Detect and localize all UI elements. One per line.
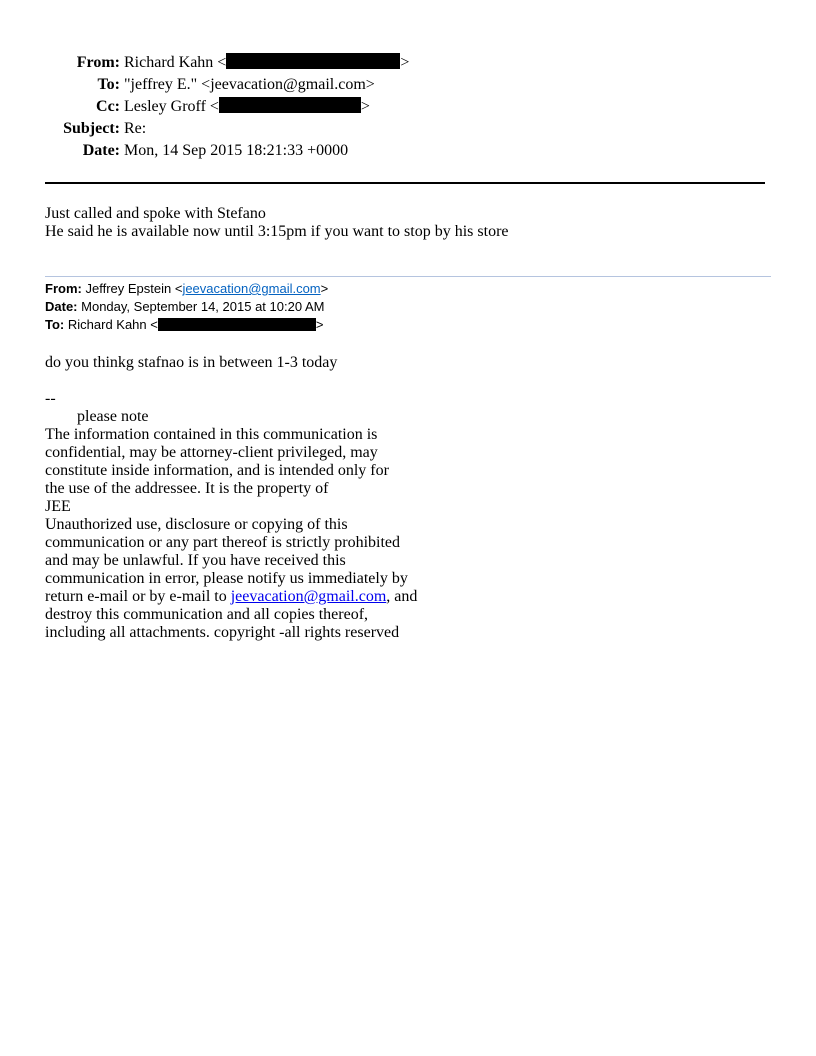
quoted-date-value: Monday, September 14, 2015 at 10:20 AM [81, 299, 325, 314]
email-header [0, 52, 816, 162]
signature-line: confidential, may be attorney-client privileged, may [45, 444, 378, 461]
signature-line: Unauthorized use, disclosure or copying of this [45, 516, 348, 533]
signature-line: JEE [45, 498, 71, 515]
cc-row [0, 96, 816, 118]
signature-email-link[interactable]: jeevacation@gmail.com [230, 588, 387, 605]
quoted-header [45, 280, 328, 334]
from-label: From: [76, 54, 120, 71]
subject-label: Subject: [63, 120, 120, 137]
from-value [124, 52, 409, 74]
quoted-to-name: Richard Kahn < [67, 317, 158, 332]
quoted-from-close: > [320, 281, 329, 296]
signature-note: please note [77, 408, 149, 425]
to-value: "jeffrey E." <jeevacation@gmail.com> [124, 76, 375, 93]
quoted-date-row [45, 298, 328, 316]
signature-dashes: -- [45, 390, 56, 407]
redaction-bar [158, 318, 316, 331]
signature-line: including all attachments. copyright -all rights reserved [45, 624, 400, 641]
date-label: Date: [82, 142, 120, 159]
signature-text: return e-mail or by e-mail to [45, 588, 231, 605]
quoted-to-label: To: [45, 317, 65, 332]
cc-label: Cc: [96, 98, 120, 115]
signature-line: and may be unlawful. If you have received this [45, 552, 346, 569]
signature-text: , and [386, 588, 418, 605]
signature-block [45, 390, 417, 642]
quoted-from-label: From: [45, 281, 82, 296]
from-row [0, 52, 816, 74]
quoted-from-row [45, 280, 328, 298]
signature-line: The information contained in this communication is [45, 426, 378, 443]
subject-value: Re: [124, 120, 147, 137]
reply-line: Just called and spoke with Stefano [45, 205, 266, 222]
quoted-from-email-link[interactable]: jeevacation@gmail.com [182, 281, 321, 296]
reply-line: He said he is available now until 3:15pm if you want to stop by his store [45, 223, 509, 240]
quoted-to-close: > [315, 317, 324, 332]
from-close: > [400, 54, 410, 71]
header-divider [45, 182, 765, 184]
cc-name: Lesley Groff < [124, 98, 219, 115]
reply-body [45, 205, 509, 241]
signature-line: communication or any part thereof is strictly prohibited [45, 534, 401, 551]
signature-line [45, 588, 417, 606]
signature-line: communication in error, please notify us immediately by [45, 570, 408, 587]
quote-divider [45, 276, 771, 277]
quoted-to-row [45, 316, 328, 334]
signature-line: the use of the addressee. It is the property of [45, 480, 329, 497]
date-row [0, 140, 816, 162]
to-row [0, 74, 816, 96]
date-value: Mon, 14 Sep 2015 18:21:33 +0000 [124, 142, 349, 159]
quoted-from-name: Jeffrey Epstein < [85, 281, 183, 296]
to-label: To: [97, 76, 120, 93]
cc-close: > [360, 98, 370, 115]
redaction-bar [226, 53, 400, 69]
quoted-body: do you thinkg stafnao is in between 1-3 today [45, 354, 338, 371]
signature-line: constitute inside information, and is intended only for [45, 462, 389, 479]
from-name: Richard Kahn < [124, 54, 227, 71]
quoted-date-label: Date: [45, 299, 78, 314]
subject-row [0, 118, 816, 140]
signature-line: destroy this communication and all copies thereof, [45, 606, 369, 623]
cc-value [124, 96, 370, 118]
redaction-bar [219, 97, 361, 113]
